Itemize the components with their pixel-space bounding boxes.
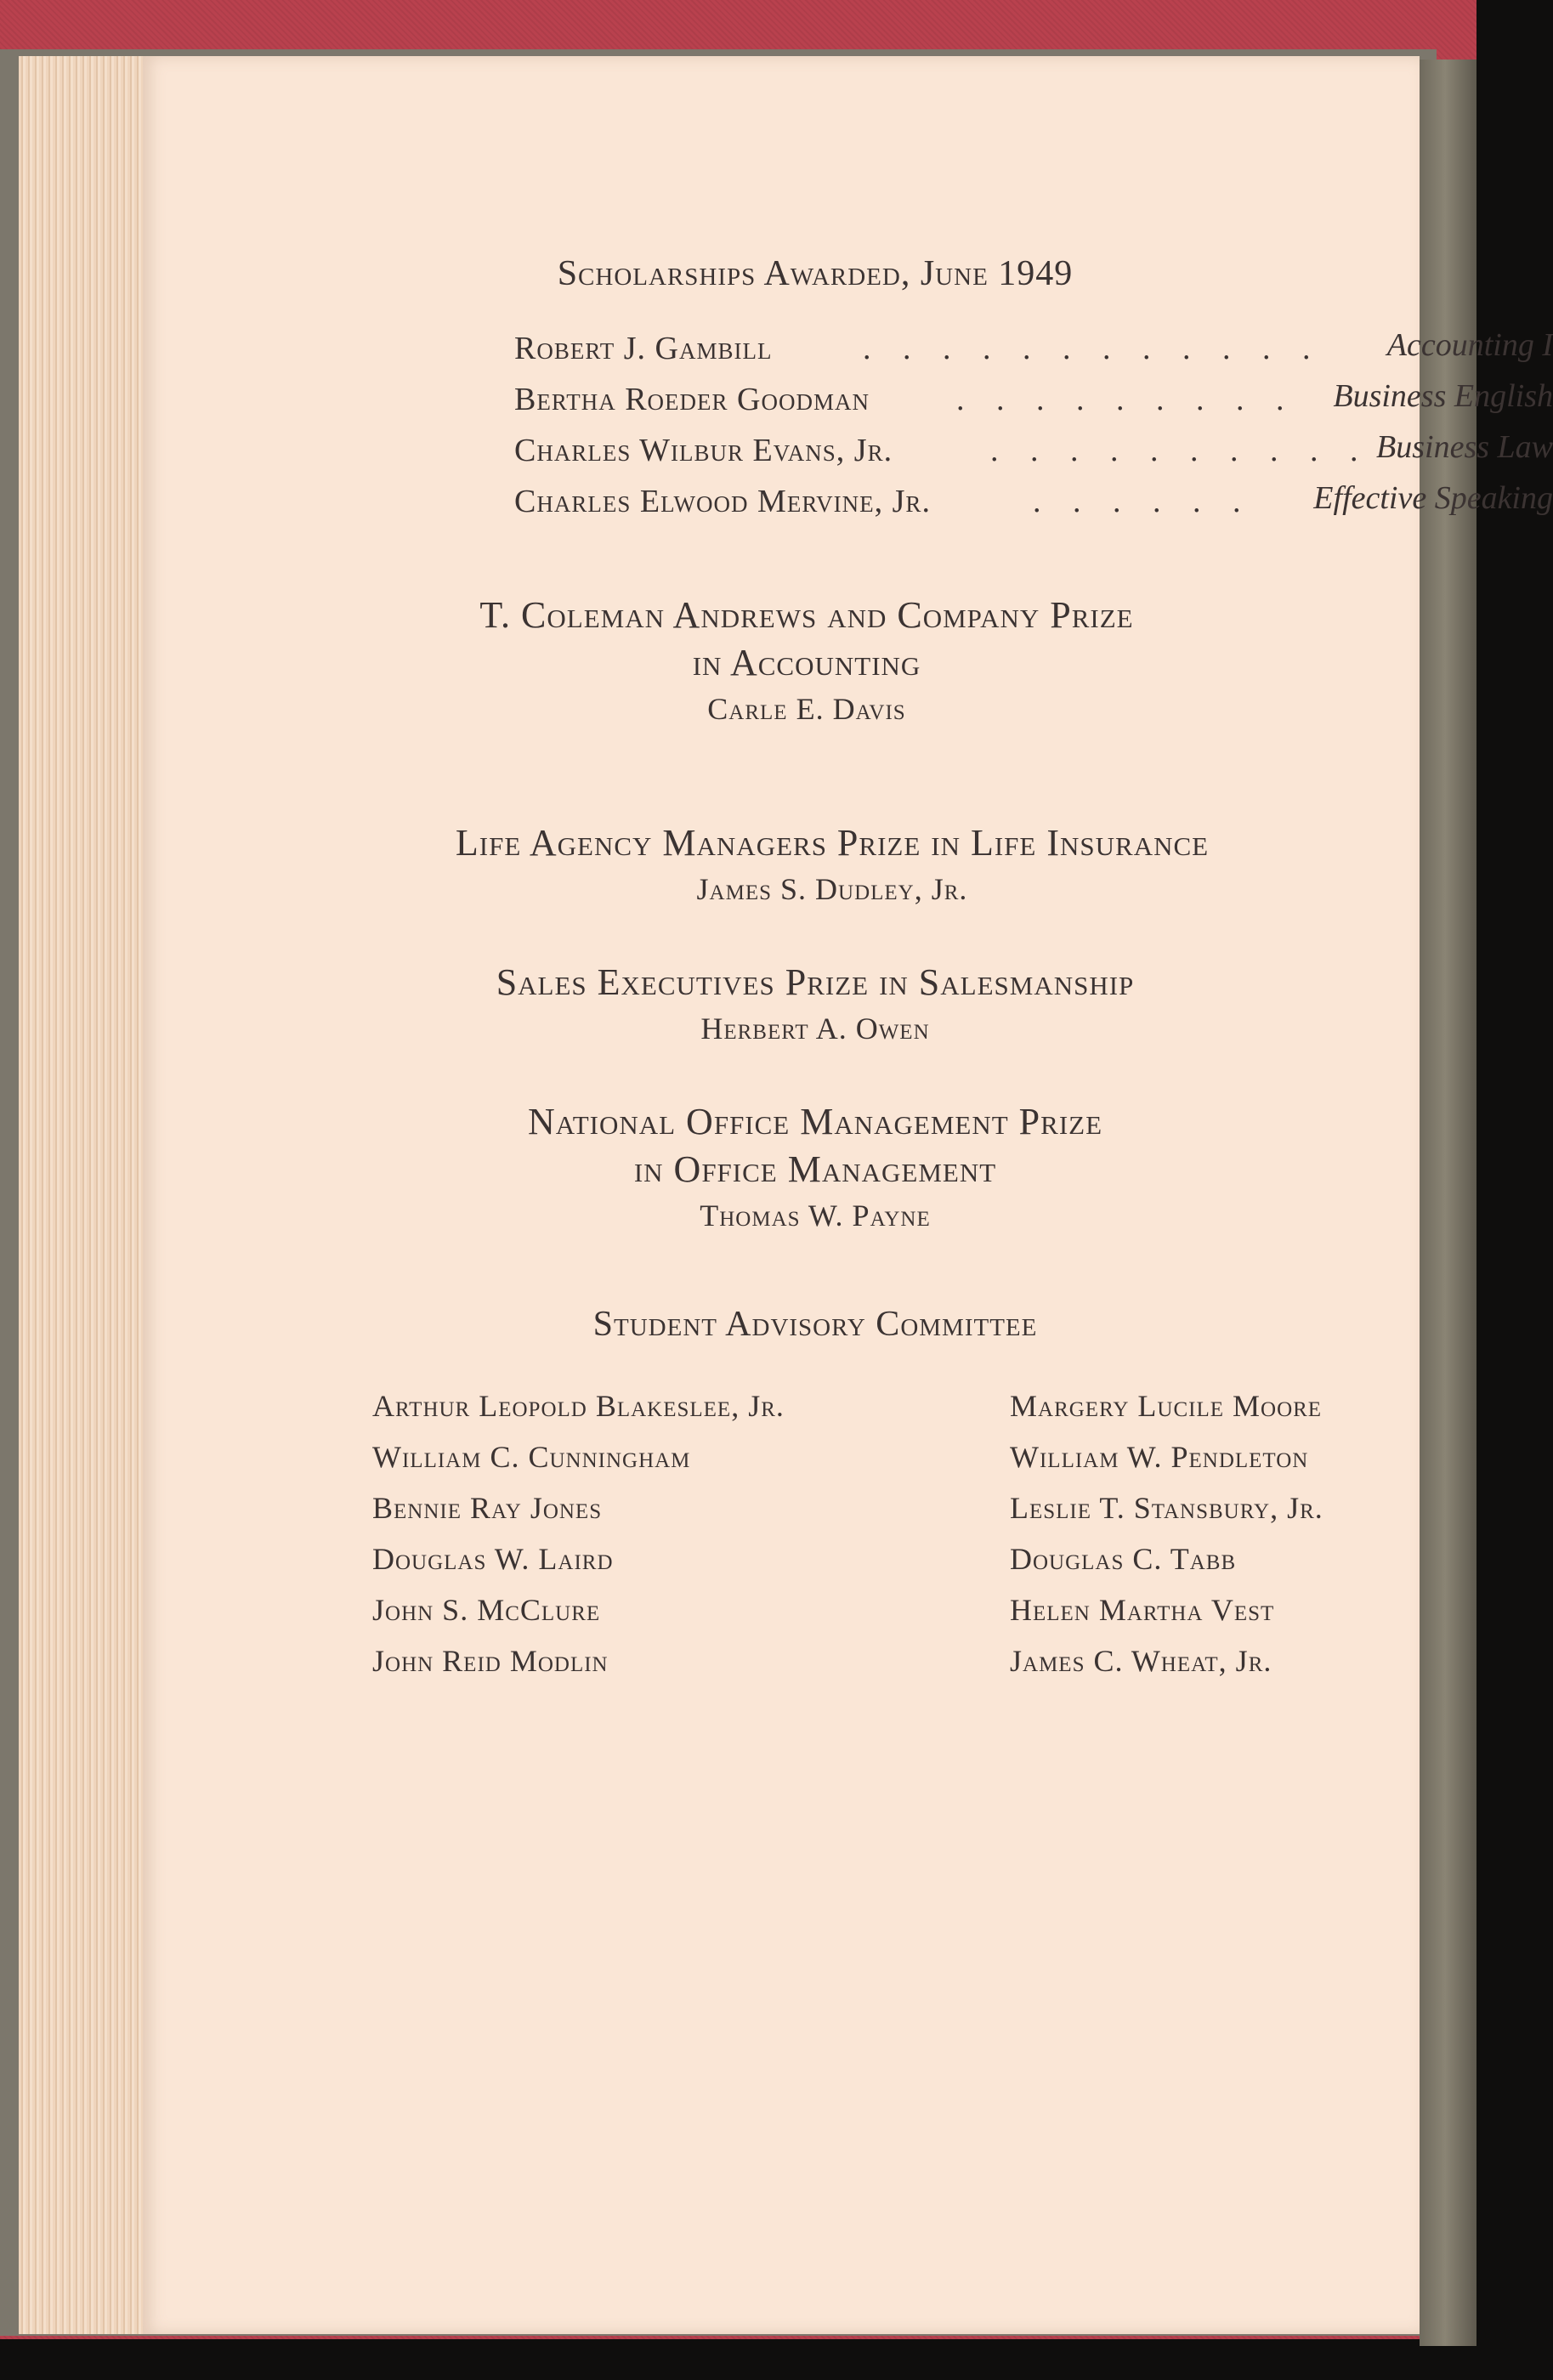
prize-accounting <box>143 592 1420 731</box>
prize-title: National Office Management Prize <box>527 1101 1103 1142</box>
book-page <box>143 56 1553 2334</box>
committee-member: John S. McClure <box>372 1593 601 1627</box>
committee-member: Arthur Leopold Blakeslee, Jr. <box>372 1389 785 1423</box>
scholar-subject: Business Law <box>1376 429 1553 465</box>
scholar-subject: Business English <box>1333 378 1553 414</box>
scholar-name: Bertha Roeder Goodman <box>514 382 870 417</box>
committee-title: Student Advisory Committee <box>592 1305 1038 1344</box>
prize-office-management <box>143 1098 1420 1238</box>
scholar-subject: Effective Speaking <box>1313 480 1553 516</box>
committee-member: James C. Wheat, Jr. <box>1010 1644 1272 1678</box>
committee-column-left <box>372 1380 785 1686</box>
scholar-name: Charles Elwood Mervine, Jr. <box>514 484 931 519</box>
dot-leader: . . . . . . . . . . <box>990 433 1370 468</box>
prize-title-continued: in Office Management <box>633 1148 997 1190</box>
prize-salesmanship <box>143 959 1420 1051</box>
committee-column-right <box>1010 1380 1323 1686</box>
committee-member: William C. Cunningham <box>372 1440 691 1474</box>
scholarship-row <box>514 378 1553 428</box>
committee-member: Margery Lucile Moore <box>1010 1389 1323 1423</box>
scholar-name: Robert J. Gambill <box>514 331 773 366</box>
committee-member: Douglas W. Laird <box>372 1542 614 1576</box>
scholarship-row <box>514 480 1553 530</box>
scholarship-row <box>514 429 1553 479</box>
prize-winner: Herbert A. Owen <box>700 1012 930 1046</box>
scholarship-row <box>514 327 1553 377</box>
committee-member: William W. Pendleton <box>1010 1440 1309 1474</box>
prize-winner: Thomas W. Payne <box>700 1198 931 1232</box>
committee-member: Leslie T. Stansbury, Jr. <box>1010 1491 1323 1525</box>
dot-leader: . . . . . . . . . . . . <box>863 331 1323 366</box>
page-stack-edge <box>19 56 163 2334</box>
prize-title-continued: in Accounting <box>692 642 921 683</box>
scholar-name: Charles Wilbur Evans, Jr. <box>514 433 893 468</box>
committee-member: Helen Martha Vest <box>1010 1593 1275 1627</box>
dot-leader: . . . . . . <box>1033 484 1253 519</box>
prize-title: Sales Executives Prize in Salesmanship <box>496 961 1135 1003</box>
dot-leader: . . . . . . . . . <box>956 382 1296 417</box>
prize-title: T. Coleman Andrews and Company Prize <box>479 594 1134 636</box>
prize-title: Life Agency Managers Prize in Life Insurance <box>455 822 1210 864</box>
prize-winner: Carle E. Davis <box>707 692 906 726</box>
committee-member: John Reid Modlin <box>372 1644 609 1678</box>
prize-life-insurance <box>143 819 1420 911</box>
committee-member: Douglas C. Tabb <box>1010 1542 1237 1576</box>
prize-winner: James S. Dudley, Jr. <box>696 872 968 906</box>
committee-member: Bennie Ray Jones <box>372 1491 603 1525</box>
scholarships-title: Scholarships Awarded, June 1949 <box>557 254 1074 293</box>
scholar-subject: Accounting I <box>1386 327 1553 363</box>
